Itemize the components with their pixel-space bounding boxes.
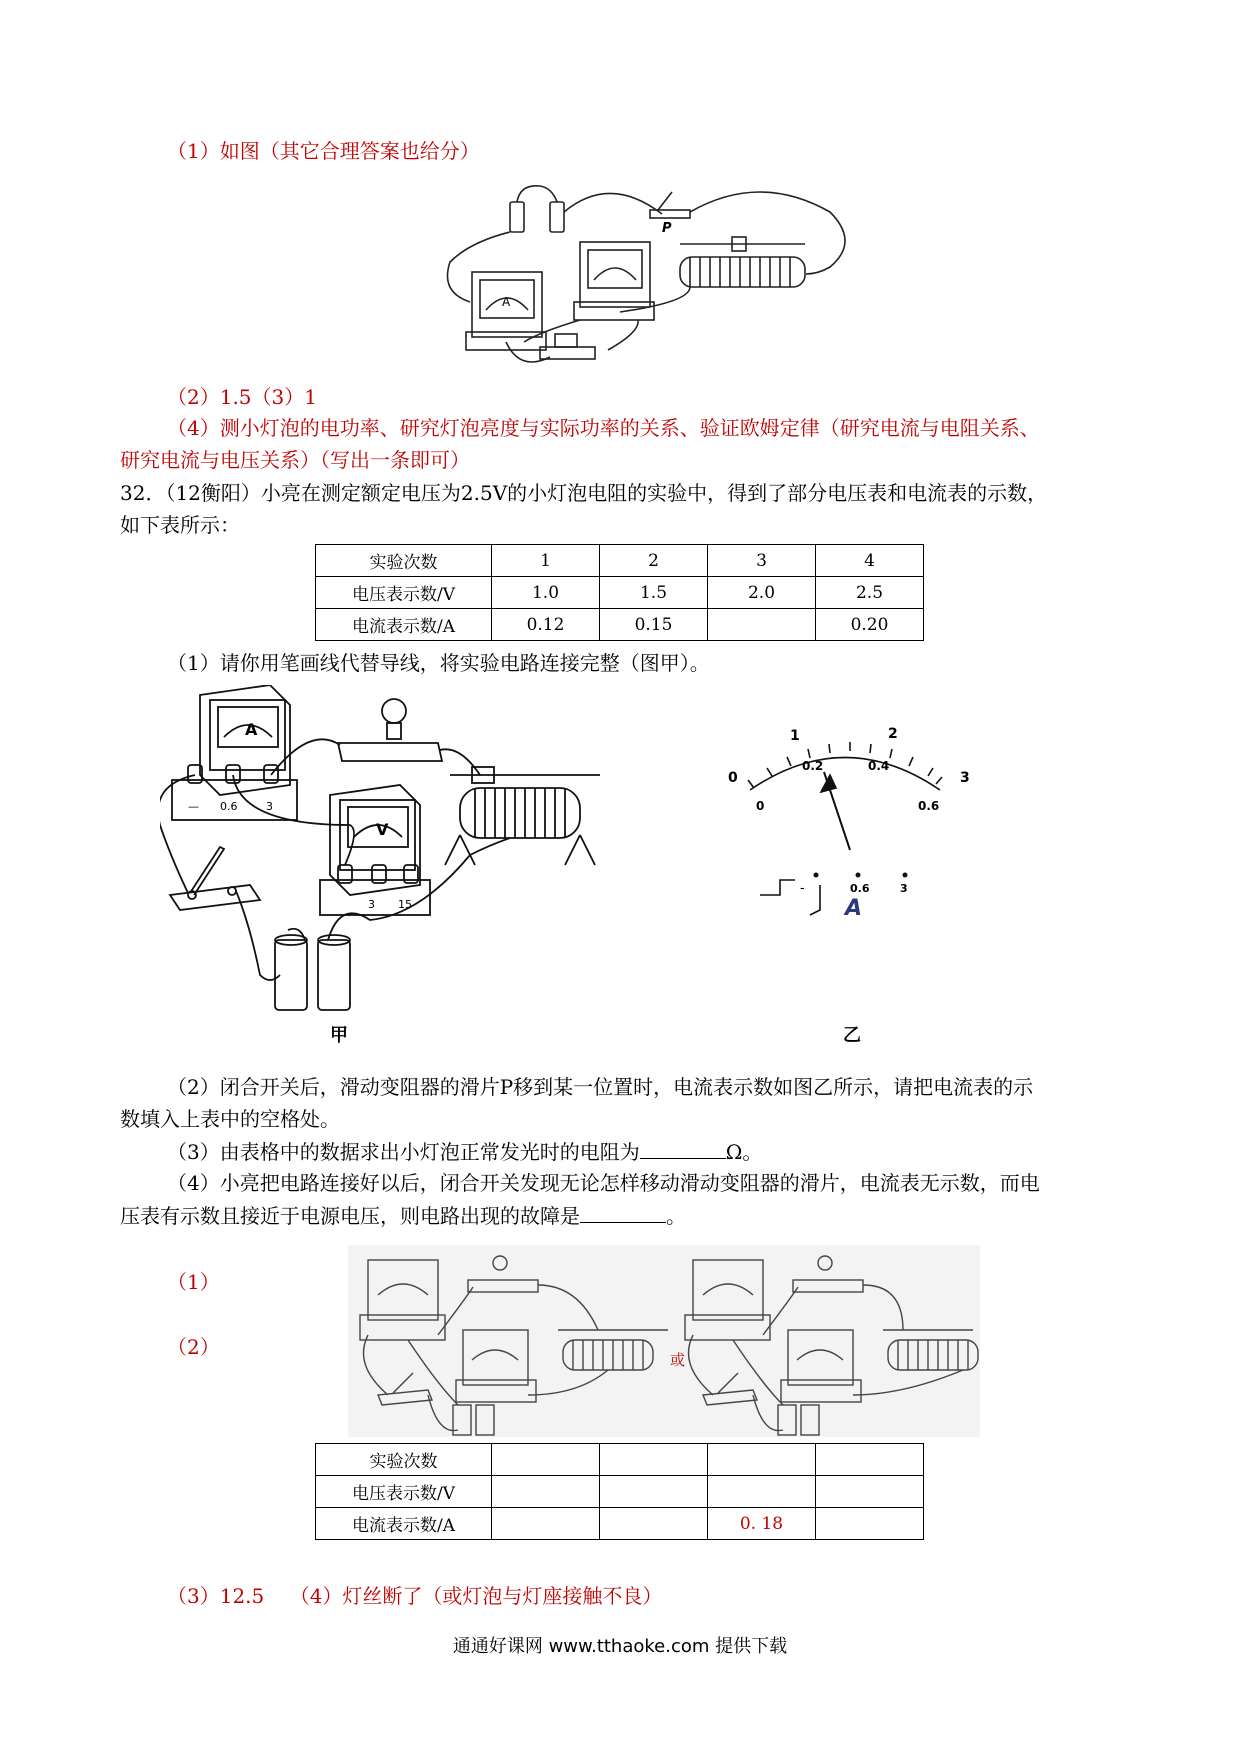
ammeter-terminal-3: 3 xyxy=(266,800,273,813)
scale-top-3: 3 xyxy=(960,770,970,786)
table-row xyxy=(316,1508,924,1540)
question-stem-line2: 如下表所示： xyxy=(120,513,240,537)
prev-answer-2: （2）1.5（3）1 xyxy=(167,385,317,409)
prev-answer-1: （1）如图（其它合理答案也给分） xyxy=(167,139,480,163)
ammeter-terminal-minus: — xyxy=(188,800,199,813)
table-row xyxy=(316,545,924,577)
answer-3: （3）12.5 xyxy=(167,1584,265,1608)
answer-blank-resistance xyxy=(640,1136,726,1159)
table-cell xyxy=(600,1476,708,1508)
table-cell: 0.12 xyxy=(492,609,600,641)
terminal-minus: - xyxy=(800,881,805,896)
voltmeter xyxy=(580,242,650,307)
answer-4: （4）灯丝断了（或灯泡与灯座接触不良） xyxy=(289,1584,663,1608)
voltmeter-terminal-3: 3 xyxy=(368,898,375,911)
table-cell: 0.15 xyxy=(600,609,708,641)
battery-2 xyxy=(550,202,564,232)
table-cell xyxy=(708,609,816,641)
scale-bottom-02: 0.2 xyxy=(802,759,824,773)
question-part-2-line1: （2）闭合开关后，滑动变阻器的滑片P移到某一位置时，电流表示数如图乙所示，请把电流表的示 xyxy=(167,1075,1034,1099)
switch xyxy=(170,847,260,910)
question-part-1: （1）请你用笔画线代替导线，将实验电路连接完整（图甲）。 xyxy=(167,651,710,675)
table-cell: 电流表示数/A xyxy=(316,1508,492,1540)
question-part-3-unit: Ω。 xyxy=(725,1140,763,1164)
table-cell xyxy=(816,1444,924,1476)
answer-or-label: 或 xyxy=(670,1351,686,1369)
scale-bottom-0: 0 xyxy=(756,799,765,813)
table-cell: 2.0 xyxy=(708,577,816,609)
terminal-dot-minus xyxy=(814,873,819,878)
svg-text:P: P xyxy=(662,221,672,236)
answer-2-label: （2） xyxy=(167,1335,220,1359)
page-footer: 通通好课网 www.tthaoke.com 提供下载 xyxy=(452,1636,788,1657)
prev-answer-4-line2: 研究电流与电压关系）（写出一条即可） xyxy=(120,448,470,472)
table-cell: 1.5 xyxy=(600,577,708,609)
table-cell: 3 xyxy=(708,545,816,577)
answer-circuit-figure xyxy=(348,1245,980,1437)
voltmeter-terminal-15: 15 xyxy=(398,898,412,911)
question-stem-line1: 32．（12衡阳）小亮在测定额定电压为2.5V的小灯泡电阻的实验中，得到了部分电压表和电流表的示数， xyxy=(120,481,1048,505)
answer-table xyxy=(315,1443,924,1540)
table-cell xyxy=(600,1508,708,1540)
data-table xyxy=(315,544,924,641)
table-cell: 实验次数 xyxy=(316,545,492,577)
question-part-4-line1: （4）小亮把电路连接好以后，闭合开关发现无论怎样移动滑动变阻器的滑片，电流表无示数，而电 xyxy=(167,1171,1040,1195)
batteries xyxy=(275,935,350,1010)
question-part-4-text: 压表有示数且接近于电源电压，则电路出现的故障是 xyxy=(120,1204,580,1228)
table-cell: 1 xyxy=(492,545,600,577)
scale-arc xyxy=(750,758,940,791)
terminal-dot-06 xyxy=(856,873,861,878)
meter-dial-figure-yi xyxy=(720,700,990,940)
table-cell: 0.20 xyxy=(816,609,924,641)
table-cell xyxy=(816,1508,924,1540)
table-cell xyxy=(708,1476,816,1508)
figure-label-jia: 甲 xyxy=(330,1025,348,1046)
circuit-figure-jia xyxy=(160,685,680,1015)
table-cell: 4 xyxy=(816,545,924,577)
table-cell xyxy=(816,1476,924,1508)
table-cell xyxy=(492,1444,600,1476)
table-cell: 电流表示数/A xyxy=(316,609,492,641)
table-cell xyxy=(708,1444,816,1476)
meter-unit-label: A xyxy=(845,896,863,921)
table-cell: 电压表示数/V xyxy=(316,577,492,609)
table-row xyxy=(316,577,924,609)
scale-top-0: 0 xyxy=(728,770,738,786)
question-part-4-period: 。 xyxy=(666,1204,686,1228)
table-cell: 2 xyxy=(600,545,708,577)
scale-top-2: 2 xyxy=(888,726,898,742)
answer-blank-fault xyxy=(580,1200,666,1223)
battery-1 xyxy=(510,202,524,232)
answer-1-label: （1） xyxy=(167,1270,220,1294)
table-row xyxy=(316,609,924,641)
voltmeter-label: V xyxy=(376,820,389,839)
switch xyxy=(650,210,690,218)
question-part-4-line2 xyxy=(120,1200,686,1231)
lamp xyxy=(338,699,442,761)
table-cell xyxy=(492,1476,600,1508)
scale-bottom-06: 0.6 xyxy=(918,799,940,813)
scale-bottom-04: 0.4 xyxy=(868,759,890,773)
table-row xyxy=(316,1476,924,1508)
terminal-3: 3 xyxy=(900,882,908,895)
table-cell: 电压表示数/V xyxy=(316,1476,492,1508)
question-part-3-text: （3）由表格中的数据求出小灯泡正常发光时的电阻为 xyxy=(167,1140,640,1164)
table-row xyxy=(316,1444,924,1476)
terminal-dot-3 xyxy=(903,873,908,878)
svg-text:A: A xyxy=(502,295,511,309)
table-cell: 0. 18 xyxy=(708,1508,816,1540)
question-part-3 xyxy=(167,1136,762,1167)
rheostat xyxy=(445,767,600,865)
rheostat xyxy=(680,257,805,287)
voltmeter xyxy=(320,785,430,915)
table-cell: 实验次数 xyxy=(316,1444,492,1476)
scale-top-1: 1 xyxy=(790,728,800,744)
ammeter-terminal-06: 0.6 xyxy=(220,800,238,813)
question-part-2-line2: 数填入上表中的空格处。 xyxy=(120,1107,340,1131)
answer-3-4 xyxy=(167,1581,662,1611)
terminal-06: 0.6 xyxy=(850,882,870,895)
table-cell: 2.5 xyxy=(816,577,924,609)
prev-circuit-figure xyxy=(440,182,872,377)
table-cell xyxy=(492,1508,600,1540)
prev-answer-4-line1: （4）测小灯泡的电功率、研究灯泡亮度与实际功率的关系、验证欧姆定律（研究电流与电阻关系、 xyxy=(167,416,1040,440)
ammeter-label: A xyxy=(245,720,258,739)
table-cell xyxy=(600,1444,708,1476)
table-cell: 1.0 xyxy=(492,577,600,609)
figure-label-yi: 乙 xyxy=(843,1025,861,1046)
